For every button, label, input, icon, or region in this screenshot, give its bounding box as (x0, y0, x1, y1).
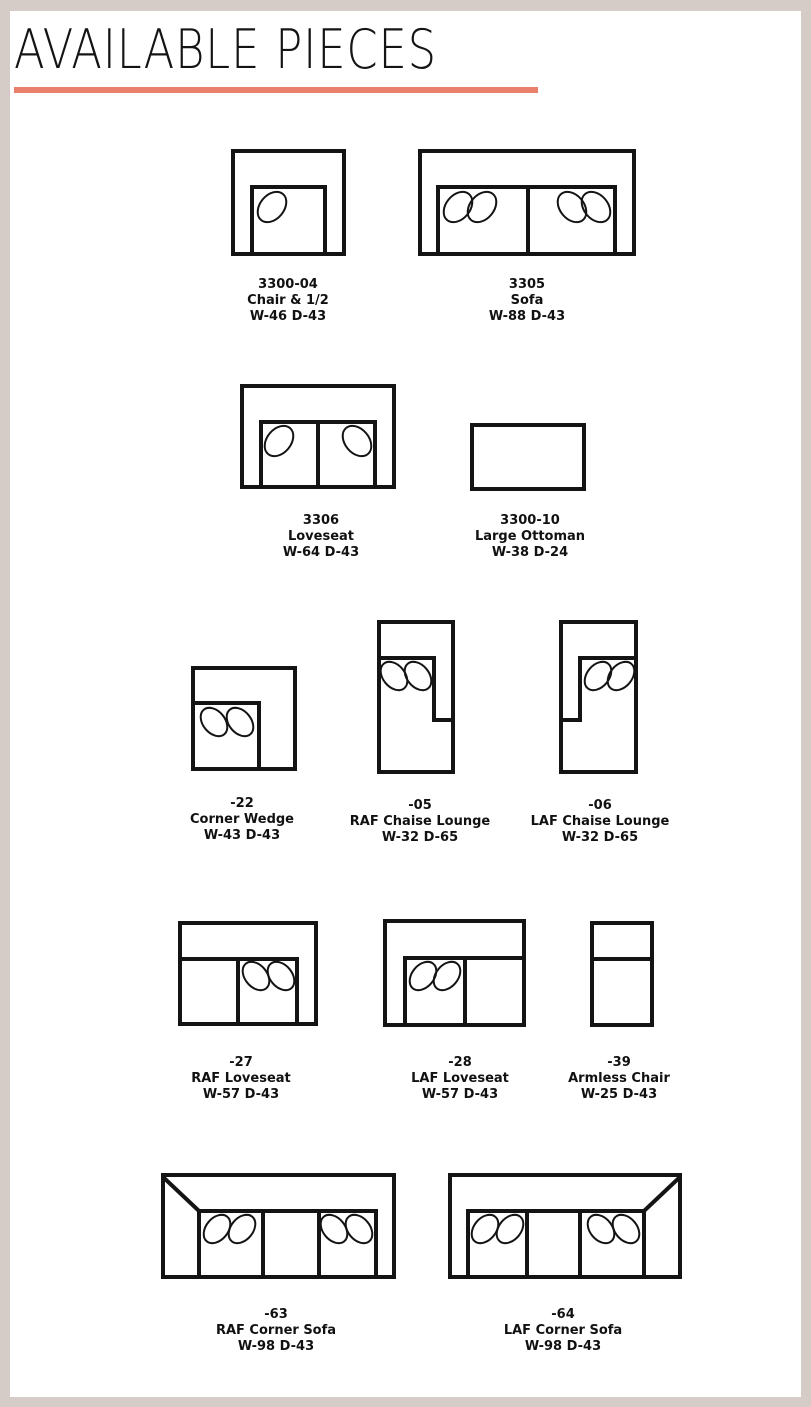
piece-code: -63 (264, 1307, 288, 1322)
piece-dimensions: W-98 D-43 (237, 1339, 315, 1354)
piece-dimensions: W-88 D-43 (488, 309, 566, 324)
piece-dimensions: W-98 D-43 (524, 1339, 602, 1354)
piece-code: -39 (607, 1055, 631, 1070)
piece-dimensions: W-32 D-65 (561, 830, 639, 845)
piece-name: LAF Loveseat (411, 1071, 509, 1086)
piece-name: Chair & 1/2 (247, 293, 329, 308)
piece-code: 3305 (508, 277, 546, 292)
piece-name: RAF Chaise Lounge (349, 814, 491, 829)
piece-code: -22 (230, 796, 254, 811)
page-panel (10, 11, 801, 1397)
piece-label-large-ottoman (450, 513, 610, 561)
piece-code: -27 (229, 1055, 253, 1070)
piece-code: 3306 (302, 513, 340, 528)
piece-label-corner-wedge (162, 796, 322, 844)
piece-label-raf-chaise-lounge (340, 798, 500, 846)
piece-label-raf-loveseat (161, 1055, 321, 1103)
piece-name: RAF Corner Sofa (215, 1323, 337, 1338)
piece-name: Loveseat (287, 529, 355, 544)
piece-label-chair-and-half (208, 277, 368, 325)
piece-name: LAF Corner Sofa (503, 1323, 623, 1338)
title-underline (14, 87, 538, 93)
piece-code: 3300-10 (500, 513, 560, 528)
piece-label-armless-chair (539, 1055, 699, 1103)
piece-label-laf-corner-sofa (483, 1307, 643, 1355)
piece-label-sofa (447, 277, 607, 325)
piece-name: Large Ottoman (474, 529, 586, 544)
piece-name: RAF Loveseat (191, 1071, 291, 1086)
piece-code: -28 (448, 1055, 472, 1070)
piece-name: Armless Chair (568, 1071, 670, 1086)
piece-label-laf-loveseat (380, 1055, 540, 1103)
piece-code: -64 (551, 1307, 575, 1322)
piece-label-raf-corner-sofa (196, 1307, 356, 1355)
piece-label-laf-chaise-lounge (520, 798, 680, 846)
piece-dimensions: W-57 D-43 (202, 1087, 280, 1102)
piece-code: 3300-04 (258, 277, 318, 292)
piece-name: Corner Wedge (189, 812, 294, 827)
page-title: AVAILABLE PIECES (14, 18, 437, 81)
piece-dimensions: W-32 D-65 (381, 830, 459, 845)
piece-label-loveseat (241, 513, 401, 561)
piece-dimensions: W-57 D-43 (421, 1087, 499, 1102)
piece-code: -05 (408, 798, 432, 813)
piece-dimensions: W-38 D-24 (491, 545, 569, 560)
piece-code: -06 (588, 798, 612, 813)
piece-name: Sofa (510, 293, 544, 308)
piece-dimensions: W-64 D-43 (282, 545, 360, 560)
piece-dimensions: W-46 D-43 (249, 309, 327, 324)
piece-dimensions: W-43 D-43 (203, 828, 281, 843)
piece-name: LAF Chaise Lounge (530, 814, 670, 829)
piece-dimensions: W-25 D-43 (580, 1087, 658, 1102)
